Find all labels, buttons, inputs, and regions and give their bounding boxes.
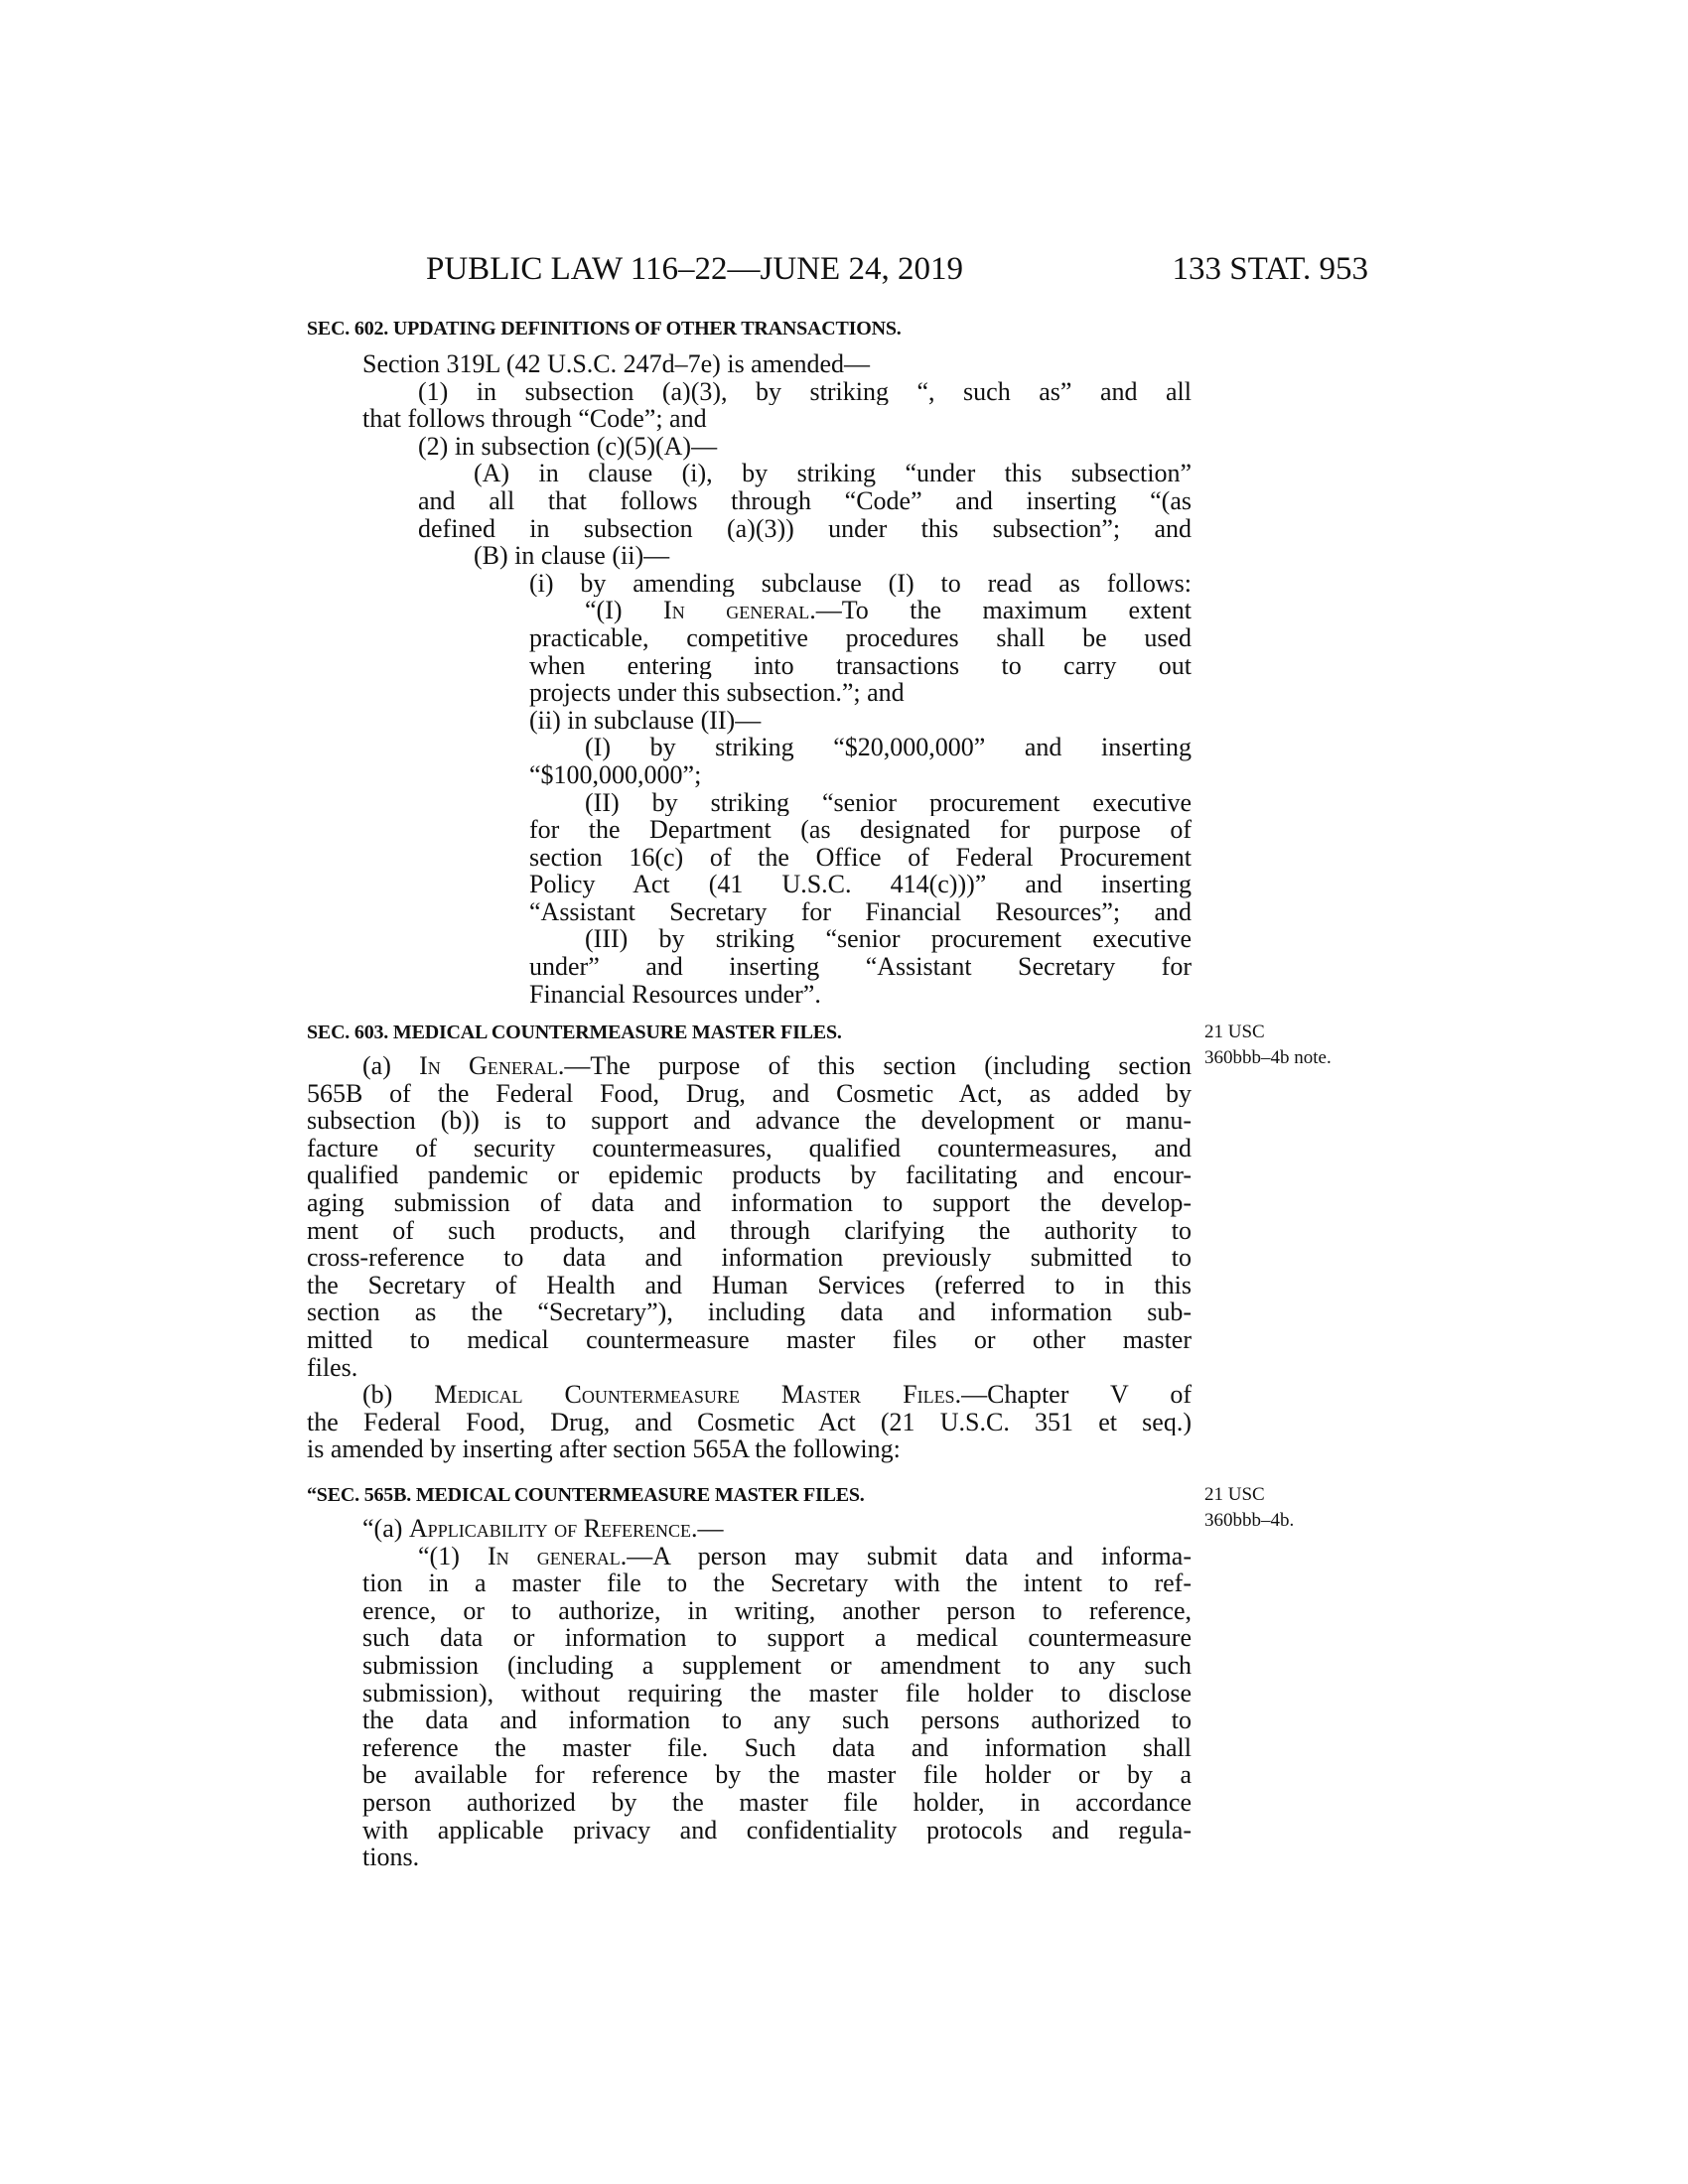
- text-line: (B) in clause (ii)—: [474, 541, 670, 571]
- text-line: facture of security countermeasures, qualified countermeasures, and: [307, 1134, 1192, 1162]
- text-line: the data and information to any such persons authorized to: [362, 1706, 1192, 1734]
- small-caps-heading: In general: [663, 597, 810, 624]
- text-line: is amended by inserting after section 565A the following:: [307, 1434, 901, 1464]
- text-line: (II) by striking “senior procurement executive: [585, 788, 1192, 817]
- margin-note-603: [1204, 1020, 1332, 1071]
- text-line: be available for reference by the master file holder or by a: [362, 1761, 1192, 1789]
- text-segment: (a): [362, 1052, 420, 1080]
- text-line: (III) by striking “senior procurement executive: [585, 925, 1192, 954]
- margin-note-line: 21 USC: [1204, 1022, 1265, 1042]
- text-line: [307, 1381, 1192, 1409]
- text-line: for the Department (as designated for purpose of: [529, 816, 1192, 844]
- text-line: mitted to medical countermeasure master files or other master: [307, 1325, 1192, 1354]
- text-line: [307, 1052, 1192, 1080]
- text-line: and all that follows through “Code” and inserting “(as: [418, 486, 1192, 515]
- text-line: ment of such products, and through clarifying the authority to: [307, 1216, 1192, 1245]
- section-603-heading: SEC. 603. MEDICAL COUNTERMEASURE MASTER FILES.: [307, 1022, 842, 1043]
- text-line: [307, 1543, 1192, 1570]
- text-line: tion in a master file to the Secretary with the intent to ref-: [362, 1570, 1192, 1597]
- text-line: such data or information to support a medical countermeasure: [362, 1624, 1192, 1652]
- text-line: (I) by striking “$20,000,000” and inserting: [585, 734, 1192, 761]
- section-602-body: [307, 350, 1192, 1008]
- text-line: subsection (b)) is to support and advance the development or manu-: [307, 1107, 1192, 1135]
- text-line: cross-reference to data and information previously submitted to: [307, 1244, 1192, 1272]
- text-line: (ii) in subclause (II)—: [529, 705, 762, 735]
- text-line: submission), without requiring the master file holder to disclose: [362, 1679, 1192, 1707]
- section-565b-heading: “SEC. 565B. MEDICAL COUNTERMEASURE MASTER FILES.: [307, 1484, 865, 1506]
- text-line: tions.: [362, 1843, 420, 1872]
- text-segment: .—Chapter V of: [954, 1381, 1192, 1409]
- text-line: [307, 1515, 1192, 1543]
- text-line: 565B of the Federal Food, Drug, and Cosmetic Act, as added by: [307, 1079, 1192, 1108]
- text-segment: .—To the maximum extent: [809, 597, 1192, 624]
- small-caps-heading: In General: [419, 1052, 558, 1080]
- text-line: (1) in subsection (a)(3), by striking “, such as” and all: [418, 377, 1192, 406]
- text-segment: .—: [691, 1514, 724, 1543]
- text-segment: .—The purpose of this section (including section: [557, 1052, 1192, 1080]
- text-line: Section 319L (42 U.S.C. 247d–7e) is amended—: [362, 349, 871, 378]
- small-caps-heading: Medical Countermeasure Master Files: [434, 1381, 955, 1409]
- text-line: section 16(c) of the Office of Federal Procurement: [529, 843, 1192, 872]
- text-line: the Secretary of Health and Human Services (referred to in this: [307, 1271, 1192, 1299]
- text-line: (2) in subsection (c)(5)(A)—: [418, 431, 718, 461]
- text-segment: “(1): [418, 1542, 488, 1570]
- text-line: (i) by amending subclause (I) to read as follows:: [529, 569, 1192, 598]
- section-565b-body: [307, 1515, 1192, 1871]
- margin-note-line: 360bbb–4b.: [1204, 1510, 1295, 1531]
- small-caps-heading: Applicability of Reference: [408, 1514, 692, 1543]
- text-line: aging submission of data and information to support the develop-: [307, 1188, 1192, 1217]
- page-number: 133 STAT. 953: [1172, 251, 1368, 287]
- text-line: defined in subsection (a)(3)) under this subsection”; and: [418, 514, 1192, 543]
- text-line: reference the master file. Such data and information shall: [362, 1733, 1192, 1762]
- running-header-title: PUBLIC LAW 116–22—JUNE 24, 2019: [426, 251, 963, 287]
- text-line: “$100,000,000”;: [529, 759, 702, 789]
- text-line: person authorized by the master file holder, in accordance: [362, 1788, 1192, 1817]
- section-602-heading: SEC. 602. UPDATING DEFINITIONS OF OTHER TRANSACTIONS.: [307, 318, 902, 340]
- text-segment: (b): [362, 1381, 435, 1409]
- text-line: that follows through “Code”; and: [362, 404, 707, 434]
- text-line: the Federal Food, Drug, and Cosmetic Act (21 U.S.C. 351 et seq.): [307, 1408, 1192, 1436]
- text-line: Policy Act (41 U.S.C. 414(c)))” and inserting: [529, 871, 1192, 898]
- text-line: “Assistant Secretary for Financial Resources”; and: [529, 897, 1192, 926]
- text-segment: “(I): [585, 597, 664, 624]
- text-segment: .—A person may submit data and informa-: [620, 1542, 1192, 1570]
- text-line: files.: [307, 1352, 358, 1382]
- text-line: qualified pandemic or epidemic products by facilitating and encour-: [307, 1161, 1192, 1189]
- small-caps-heading: In general: [487, 1542, 621, 1570]
- text-line: section as the “Secretary”), including data and information sub-: [307, 1298, 1192, 1326]
- text-line: Financial Resources under”.: [529, 979, 821, 1009]
- text-segment: “(a): [362, 1514, 409, 1543]
- margin-note-line: 21 USC: [1204, 1484, 1265, 1505]
- text-line: submission (including a supplement or amendment to any such: [362, 1651, 1192, 1680]
- text-line: erence, or to authorize, in writing, another person to reference,: [362, 1596, 1192, 1625]
- text-line: with applicable privacy and confidentiality protocols and regula-: [362, 1816, 1192, 1844]
- text-line: when entering into transactions to carry out: [529, 651, 1192, 680]
- text-line: under” and inserting “Assistant Secretary for: [529, 953, 1192, 981]
- section-603-body: [307, 1052, 1192, 1463]
- text-line: (A) in clause (i), by striking “under this subsection”: [474, 460, 1192, 487]
- margin-note-565b: [1204, 1482, 1294, 1534]
- text-line: [307, 597, 1192, 624]
- text-line: practicable, competitive procedures shall be used: [529, 623, 1192, 652]
- text-line: projects under this subsection.”; and: [529, 678, 905, 708]
- margin-note-line: 360bbb–4b note.: [1204, 1047, 1332, 1068]
